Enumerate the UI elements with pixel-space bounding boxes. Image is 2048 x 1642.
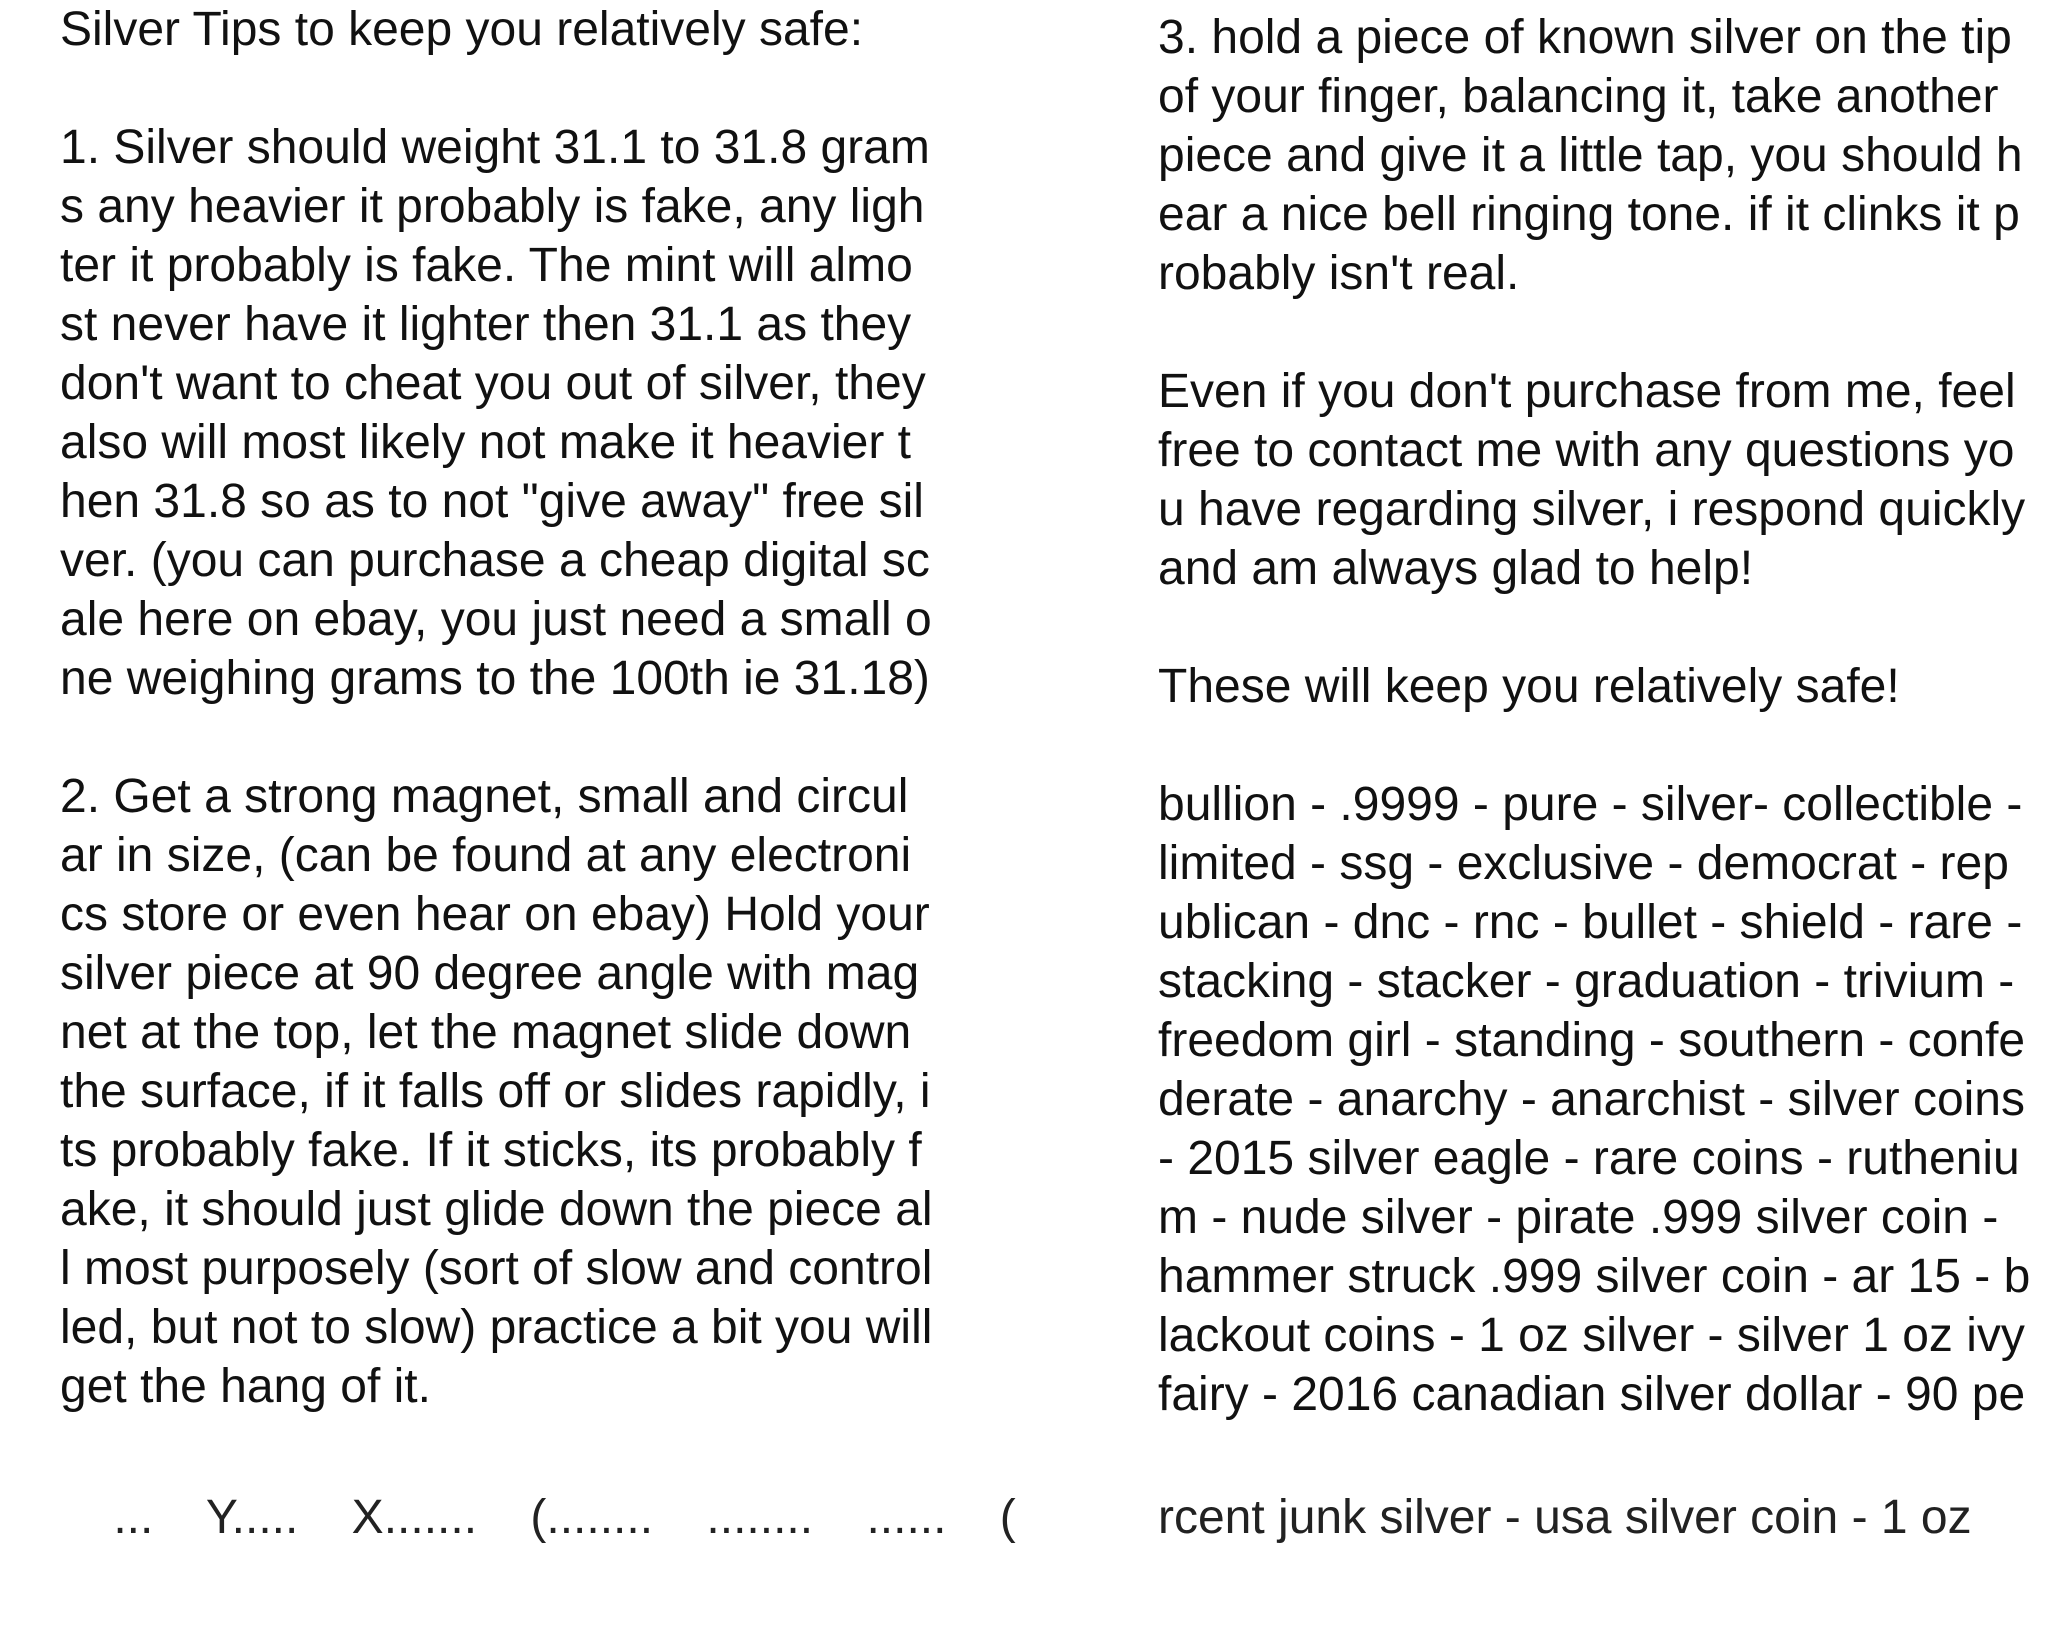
tip3-line: of your finger, balancing it, take another [1158, 70, 1999, 123]
cut-off-text: ... Y..... X....... (........ ........ ...... ( [60, 1491, 1016, 1544]
keywords-paragraph [1158, 775, 2038, 1424]
tip2-line: get the hang of it. [60, 1360, 431, 1413]
contact-line: Even if you don't purchase from me, feel [1158, 365, 2016, 418]
tip1-line: hen 31.8 so as to not "give away" free sil [60, 475, 924, 528]
tip1-line: ale here on ebay, you just need a small o [60, 593, 932, 646]
keywords-line: derate - anarchy - anarchist - silver coins [1158, 1073, 2025, 1126]
spacer [60, 59, 980, 118]
spacer [60, 708, 980, 767]
tip2-line: cs store or even hear on ebay) Hold your [60, 888, 930, 941]
tip-1-paragraph [60, 118, 980, 708]
tip1-line: st never have it lighter then 31.1 as they [60, 298, 912, 351]
tip1-line: 1. Silver should weight 31.1 to 31.8 gram [60, 121, 930, 174]
keywords-line: - 2015 silver eagle - rare coins - rutheniu [1158, 1132, 2020, 1185]
tip3-line: ear a nice bell ringing tone. if it clinks it p [1158, 188, 2020, 241]
cut-off-line-right [1158, 1406, 2038, 1544]
tip2-line: net at the top, let the magnet slide down [60, 1006, 912, 1059]
tip1-line: don't want to cheat you out of silver, they [60, 357, 926, 410]
safe-note: These will keep you relatively safe! [1158, 660, 1900, 713]
tip2-line: silver piece at 90 degree angle with mag [60, 947, 920, 1000]
tip1-line: ver. (you can purchase a cheap digital sc [60, 534, 930, 587]
right-column [1158, 8, 2038, 1424]
keywords-line: hammer struck .999 silver coin - ar 15 - b [1158, 1250, 2031, 1303]
tip2-line: l most purposely (sort of slow and control [60, 1242, 933, 1295]
keywords-line: m - nude silver - pirate .999 silver coin - [1158, 1191, 1999, 1244]
cut-off-text: rcent junk silver - usa silver coin - 1 oz [1158, 1491, 1972, 1544]
tip2-line: ake, it should just glide down the piece al [60, 1183, 933, 1236]
contact-line: and am always glad to help! [1158, 542, 1754, 595]
tip1-line: ter it probably is fake. The mint will almo [60, 239, 913, 292]
spacer [1158, 303, 2038, 362]
tip2-line: ar in size, (can be found at any electroni [60, 829, 912, 882]
tip1-line: also will most likely not make it heavier t [60, 416, 911, 469]
tip2-line: 2. Get a strong magnet, small and circul [60, 770, 909, 823]
left-column [60, 0, 980, 1416]
tip3-line: piece and give it a little tap, you should h [1158, 129, 2023, 182]
tip2-line: ts probably fake. If it sticks, its probably f [60, 1124, 922, 1177]
tip2-line: led, but not to slow) practice a bit you will [60, 1301, 933, 1354]
tip2-line: the surface, if it falls off or slides rapidly, i [60, 1065, 931, 1118]
tip1-line: s any heavier it probably is fake, any ligh [60, 180, 925, 233]
cut-off-line-left [60, 1406, 1016, 1544]
keywords-line: lackout coins - 1 oz silver - silver 1 oz ivy [1158, 1309, 2025, 1362]
tip3-line: robably isn't real. [1158, 247, 1520, 300]
tips-title: Silver Tips to keep you relatively safe: [60, 3, 864, 56]
contact-line: u have regarding silver, i respond quickly [1158, 483, 2026, 536]
tip1-line: ne weighing grams to the 100th ie 31.18) [60, 652, 930, 705]
keywords-line: fairy - 2016 canadian silver dollar - 90 pe [1158, 1368, 2026, 1421]
keywords-line: stacking - stacker - graduation - trivium - [1158, 955, 2015, 1008]
spacer [1158, 598, 2038, 657]
keywords-line: limited - ssg - exclusive - democrat - rep [1158, 837, 2009, 890]
contact-paragraph [1158, 362, 2038, 598]
tip3-line: 3. hold a piece of known silver on the tip [1158, 11, 2012, 64]
tip-2-paragraph [60, 767, 980, 1416]
tip-3-paragraph [1158, 8, 2038, 303]
keywords-line: ublican - dnc - rnc - bullet - shield - rare - [1158, 896, 2023, 949]
keywords-line: freedom girl - standing - southern - confe [1158, 1014, 2026, 1067]
spacer [1158, 716, 2038, 775]
keywords-line: bullion - .9999 - pure - silver- collectible - [1158, 778, 2023, 831]
contact-line: free to contact me with any questions yo [1158, 424, 2015, 477]
